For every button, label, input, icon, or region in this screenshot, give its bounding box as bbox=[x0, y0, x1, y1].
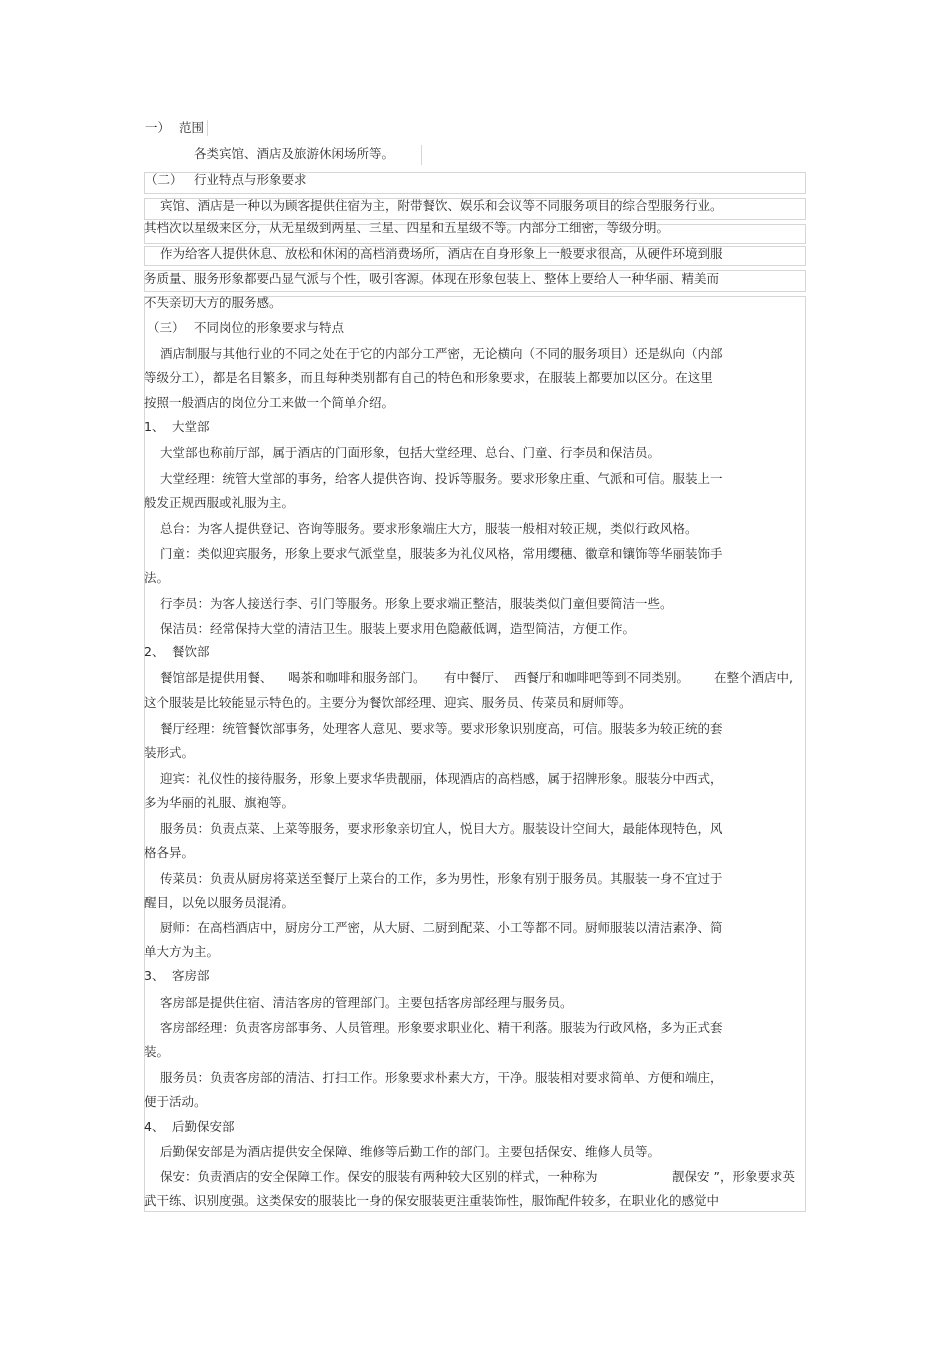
paragraph-line: 按照一般酒店的岗位分工来做一个简单介绍。 bbox=[144, 395, 395, 410]
paragraph-line: 餐厅经理：统管餐饮部事务，处理客人意见、要求等。要求形象识别度高，可信。服装多为较正统的套 bbox=[160, 721, 723, 736]
text-segment: 有中餐厅、 bbox=[444, 670, 507, 685]
paragraph-line: 总台：为客人提供登记、咨询等服务。要求形象端庄大方，服装一般相对较正规，类似行政风格。 bbox=[160, 521, 698, 536]
paragraph-line: 醒目，以免以服务员混淆。 bbox=[144, 895, 295, 910]
section-number: 一） bbox=[145, 120, 171, 135]
paragraph-line bbox=[160, 1171, 795, 1184]
paragraph-line: 作为给客人提供休息、放松和休闲的高档消费场所，酒店在自身形象上一般要求很高，从硬件环境到服 bbox=[160, 246, 723, 261]
department-number: 3、 bbox=[144, 968, 165, 983]
department-name: 后勤保安部 bbox=[172, 1119, 235, 1134]
text-segment: 靓保安 ”，形象要求英 bbox=[672, 1169, 795, 1184]
section-number: （三） bbox=[147, 320, 185, 335]
frame-line bbox=[207, 120, 208, 136]
paragraph-line: 等级分工），都是名目繁多，而且每种类别都有自己的特色和形象要求，在服装上都要加以区分。在这里 bbox=[144, 370, 713, 385]
paragraph-line: 各类宾馆、酒店及旅游休闲场所等。 bbox=[194, 146, 395, 161]
paragraph-line: 这个服装是比较能显示特色的。主要分为餐饮部经理、迎宾、服务员、传菜员和厨师等。 bbox=[144, 695, 632, 710]
text-segment: 保安：负责酒店的安全保障工作。保安的服装有两种较大区别的样式，一种称为 bbox=[160, 1169, 598, 1184]
paragraph-line: 法。 bbox=[144, 570, 170, 585]
paragraph-line: 武干练、识别度强。这类保安的服装比一身的保安服装更注重装饰性，服饰配件较多，在职业化的感觉中 bbox=[144, 1193, 720, 1208]
paragraph-line: 不失亲切大方的服务感。 bbox=[144, 295, 282, 310]
paragraph-line: 装。 bbox=[144, 1044, 170, 1059]
paragraph-line: 大堂经理：统管大堂部的事务，给客人提供咨询、投诉等服务。要求形象庄重、气派和可信。服装上一 bbox=[160, 471, 723, 486]
department-number: 4、 bbox=[144, 1119, 165, 1134]
paragraph-line: 行李员：为客人接送行李、引门等服务。形象上要求端正整洁，服装类似门童但要简洁一些。 bbox=[160, 596, 673, 611]
paragraph-line: 装形式。 bbox=[144, 745, 195, 760]
text-segment: 在整个酒店中, bbox=[714, 670, 793, 685]
section-number: （二） bbox=[145, 172, 183, 187]
section-heading bbox=[145, 122, 204, 135]
paragraph-line: 单大方为主。 bbox=[144, 944, 220, 959]
department-number: 1、 bbox=[144, 419, 165, 434]
department-heading bbox=[144, 970, 210, 983]
paragraph-line: 客房部经理：负责客房部事务、人员管理。形象要求职业化、精干利落。服装为行政风格，多为正式套 bbox=[160, 1020, 723, 1035]
text-segment: 喝茶和咖啡和服务部门。 bbox=[288, 670, 426, 685]
paragraph-line: 客房部是提供住宿、清洁客房的管理部门。主要包括客房部经理与服务员。 bbox=[160, 995, 573, 1010]
paragraph-line: 宾馆、酒店是一种以为顾客提供住宿为主，附带餐饮、娱乐和会议等不同服务项目的综合型服务行业。 bbox=[160, 198, 723, 213]
department-number: 2、 bbox=[144, 644, 165, 659]
department-heading bbox=[144, 421, 210, 434]
paragraph-line: 便于活动。 bbox=[144, 1094, 207, 1109]
department-heading bbox=[144, 646, 210, 659]
paragraph-line: 格各异。 bbox=[144, 845, 195, 860]
section-title: 不同岗位的形象要求与特点 bbox=[194, 320, 345, 335]
text-segment: 西餐厅和咖啡吧等到不同类别。 bbox=[514, 670, 690, 685]
section-title: 行业特点与形象要求 bbox=[194, 172, 307, 187]
paragraph-line: 迎宾：礼仪性的接待服务，形象上要求华贵靓丽，体现酒店的高档感，属于招牌形象。服装分中西式， bbox=[160, 771, 723, 786]
paragraph-line: 后勤保安部是为酒店提供安全保障、维修等后勤工作的部门。主要包括保安、维修人员等。 bbox=[160, 1144, 661, 1159]
department-heading bbox=[144, 1121, 235, 1134]
section-heading bbox=[147, 322, 344, 335]
paragraph-line: 服务员：负责客房部的清洁、打扫工作。形象要求朴素大方，干净。服装相对要求简单、方便和端庄， bbox=[160, 1070, 723, 1085]
paragraph-line: 酒店制服与其他行业的不同之处在于它的内部分工严密，无论横向（不同的服务项目）还是纵向（内部 bbox=[160, 346, 723, 361]
paragraph-line: 服务员：负责点菜、上菜等服务，要求形象亲切宜人，悦目大方。服装设计空间大，最能体现特色，风 bbox=[160, 821, 723, 836]
paragraph-line bbox=[160, 672, 793, 685]
department-name: 大堂部 bbox=[172, 419, 210, 434]
paragraph-line: 般发正规西服或礼服为主。 bbox=[144, 495, 295, 510]
section-title: 范围 bbox=[179, 120, 205, 135]
paragraph-line: 门童：类似迎宾服务，形象上要求气派堂皇，服装多为礼仪风格，常用缨穗、徽章和镶饰等华丽装饰手 bbox=[160, 546, 723, 561]
paragraph-line: 传菜员：负责从厨房将菜送至餐厅上菜台的工作，多为男性，形象有别于服务员。其服装一身不宜过于 bbox=[160, 871, 723, 886]
section-heading bbox=[145, 174, 307, 187]
paragraph-line: 多为华丽的礼服、旗袍等。 bbox=[144, 795, 295, 810]
paragraph-line: 其档次以星级来区分，从无星级到两星、三星、四星和五星级不等。内部分工细密，等级分明。 bbox=[144, 220, 670, 235]
department-name: 餐饮部 bbox=[172, 644, 210, 659]
paragraph-line: 大堂部也称前厅部，属于酒店的门面形象，包括大堂经理、总台、门童、行李员和保洁员。 bbox=[160, 445, 661, 460]
paragraph-line: 保洁员：经常保持大堂的清洁卫生。服装上要求用色隐蔽低调，造型简洁，方便工作。 bbox=[160, 621, 636, 636]
department-name: 客房部 bbox=[172, 968, 210, 983]
paragraph-line: 务质量、服务形象都要凸显气派与个性，吸引客源。体现在形象包装上、整体上要给人一种华丽、精美而 bbox=[144, 271, 720, 286]
paragraph-line: 厨师：在高档酒店中，厨房分工严密，从大厨、二厨到配菜、小工等都不同。厨师服装以清洁素净、简 bbox=[160, 920, 723, 935]
text-segment: 餐馆部是提供用餐、 bbox=[160, 670, 273, 685]
